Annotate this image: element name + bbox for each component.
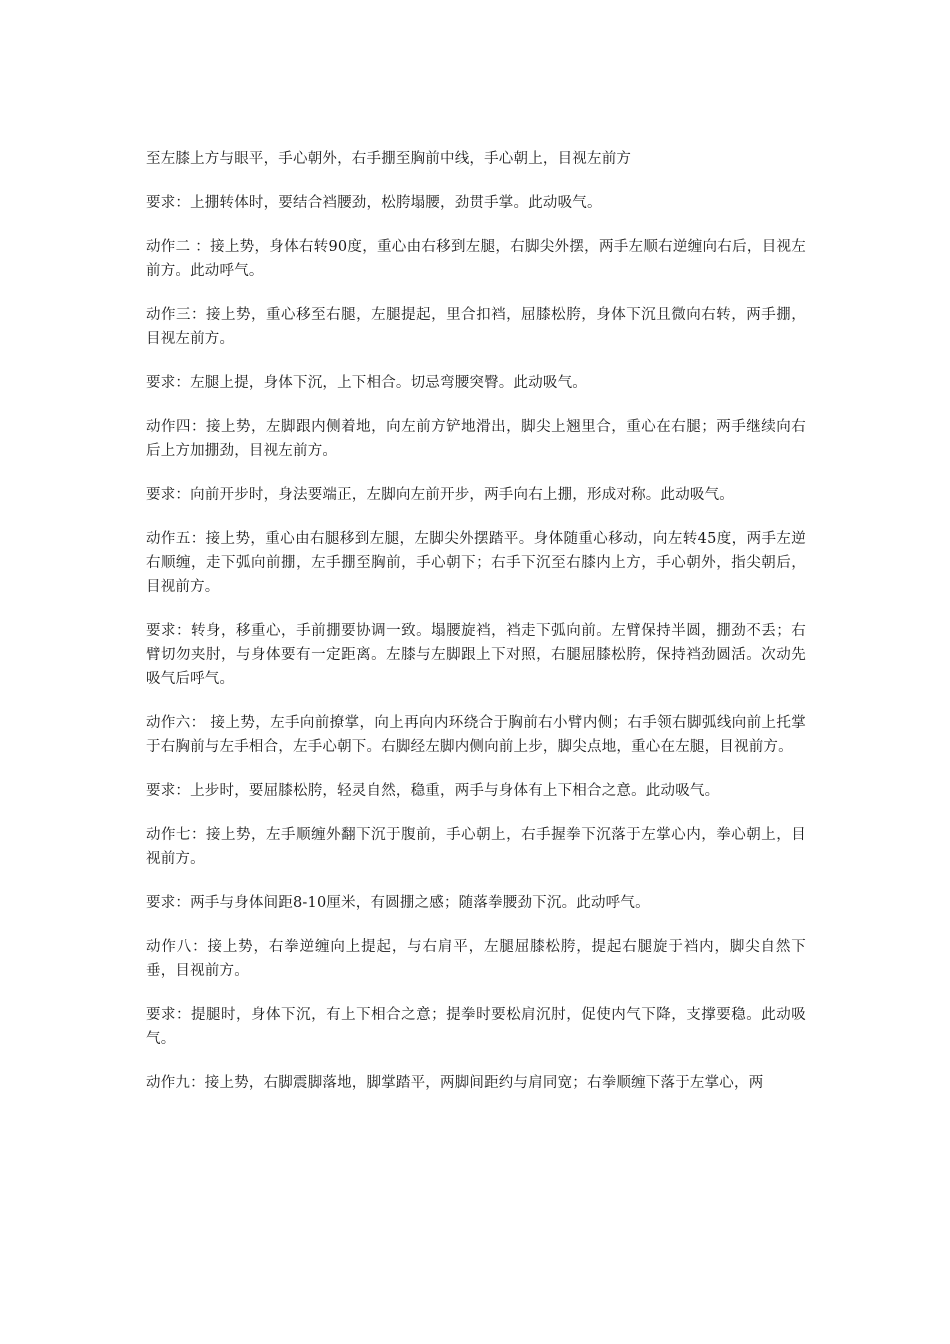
paragraph-3: 动作二 ：接上势，身体右转90度，重心由右移到左腿，右脚尖外摆，两手左顺右逆缠向右后，目视左前方。此动呼气。	[146, 239, 806, 279]
paragraph-8: 动作五：接上势，重心由右腿移到左腿，左脚尖外摆踏平。身体随重心移动，向左转45度，两手左逆右顺缠，走下弧向前掤，左手掤至胸前，手心朝下；右手下沉至右膝内上方，手心朝外，指尖朝后，目视前方。	[146, 531, 806, 595]
paragraph-6: 动作四：接上势，左脚跟内侧着地，向左前方铲地滑出，脚尖上翘里合，重心在右腿；两手继续向右后上方加掤劲，目视左前方。	[146, 419, 806, 459]
paragraph-11: 要求：上步时，要屈膝松胯，轻灵自然，稳重，两手与身体有上下相合之意。此动吸气。	[146, 783, 720, 799]
paragraph-9: 要求：转身，移重心，手前掤要协调一致。塌腰旋裆，裆走下弧向前。左臂保持半圆，掤劲不丢；右臂切勿夹肘，与身体要有一定距离。左膝与左脚跟上下对照，右腿屈膝松胯，保持裆劲圆活。次动先吸气后呼气。	[146, 623, 806, 687]
paragraph-13: 要求：两手与身体间距8-10厘米，有圆掤之感；随落拳腰劲下沉。此动呼气。	[146, 895, 650, 911]
document-body	[146, 147, 806, 1115]
paragraph-4: 动作三：接上势，重心移至右腿，左腿提起，里合扣裆，屈膝松胯，身体下沉且微向右转，两手掤，目视左前方。	[146, 307, 806, 347]
paragraph-12: 动作七：接上势，左手顺缠外翻下沉于腹前，手心朝上，右手握拳下沉落于左掌心内，拳心朝上，目视前方。	[146, 827, 806, 867]
paragraph-2: 要求：上掤转体时，要结合裆腰劲，松胯塌腰，劲贯手掌。此动吸气。	[146, 195, 602, 211]
paragraph-14: 动作八：接上势，右拳逆缠向上提起，与右肩平，左腿屈膝松胯，提起右腿旋于裆内，脚尖自然下垂，目视前方。	[146, 939, 806, 979]
paragraph-15: 要求：提腿时，身体下沉，有上下相合之意；提拳时要松肩沉肘，促使内气下降，支撑要稳。此动吸气。	[146, 1007, 806, 1047]
paragraph-10: 动作六： 接上势，左手向前撩掌，向上再向内环绕合于胸前右小臂内侧；右手领右脚弧线向前上托掌于右胸前与左手相合，左手心朝下。右脚经左脚内侧向前上步，脚尖点地，重心在左腿，目视前方。	[146, 715, 806, 755]
paragraph-1: 至左膝上方与眼平，手心朝外，右手掤至胸前中线，手心朝上，目视左前方	[146, 151, 632, 167]
paragraph-16: 动作九：接上势，右脚震脚落地，脚掌踏平，两脚间距约与肩同宽；右拳顺缠下落于左掌心，两	[146, 1075, 764, 1091]
paragraph-5: 要求：左腿上提，身体下沉，上下相合。切忌弯腰突臀。此动吸气。	[146, 375, 587, 391]
paragraph-7: 要求：向前开步时，身法要端正，左脚向左前开步，两手向右上掤，形成对称。此动吸气。	[146, 487, 734, 503]
